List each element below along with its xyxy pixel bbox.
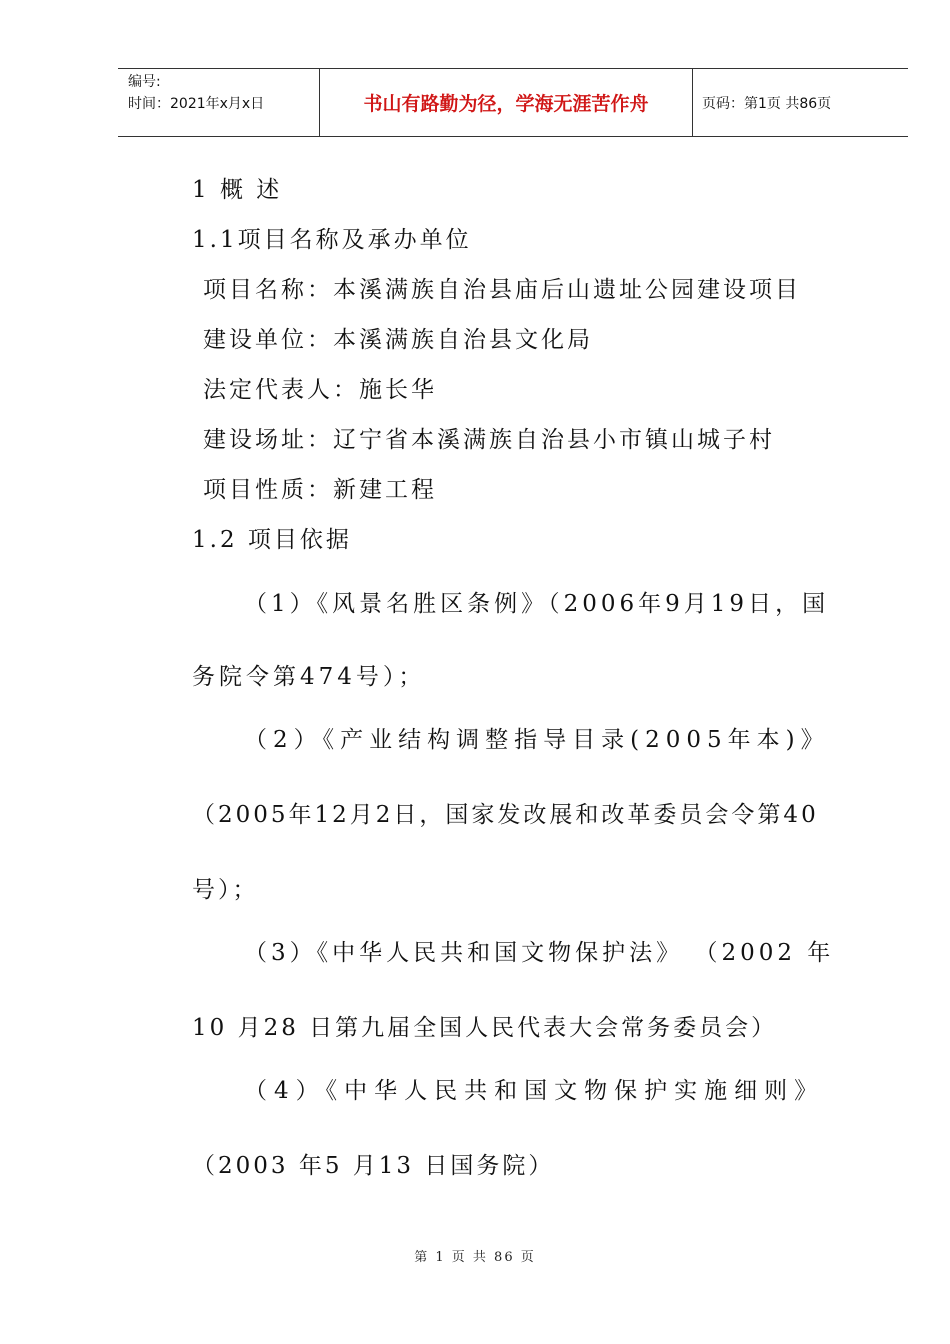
time-text: 时间：2021年x月x日 [128,96,265,112]
header-divider [692,69,693,136]
basis-item-continued: 10 月28 日第九届全国人民代表大会常务委员会） [192,1015,778,1041]
legal-representative: 法定代表人：施长华 [203,377,437,403]
subsection-title: 1.2 项目依据 [192,527,352,553]
section-title: 1 概 述 [192,177,283,203]
basis-item-continued: （2003 年5 月13 日国务院） [192,1153,555,1179]
subsection-title: 1.1项目名称及承办单位 [192,227,472,253]
header-motto: 书山有路勤为径，学海无涯苦作舟 [363,93,649,115]
project-nature: 项目性质：新建工程 [203,477,437,503]
header-meta [128,71,264,115]
construction-unit: 建设单位：本溪满族自治县文化局 [203,327,593,353]
basis-item: （2）《产业结构调整指导目录(2005年本)》 [244,727,830,753]
basis-item-continued: 号）； [192,877,259,903]
project-name: 项目名称：本溪满族自治县庙后山遗址公园建设项目 [203,277,801,303]
project-site: 建设场址：辽宁省本溪满族自治县小市镇山城子村 [203,427,775,453]
basis-item: （4）《中华人民共和国文物保护实施细则》 [244,1078,825,1104]
basis-item: （1）《风景名胜区条例》（2006年9月19日，国 [244,591,830,617]
header-page-number: 页码：第1页 共86页 [702,95,832,112]
basis-item-continued: 务院令第474号）； [192,664,426,690]
page-footer: 第 1 页 共 86 页 [414,1250,536,1265]
basis-item: （3）《中华人民共和国文物保护法》 （2002 年 [244,940,835,966]
basis-item-continued: （2005年12月2日，国家发改展和改革委员会令第40 [192,802,819,828]
document-header [118,68,908,137]
code-label: 编号: [128,74,161,90]
